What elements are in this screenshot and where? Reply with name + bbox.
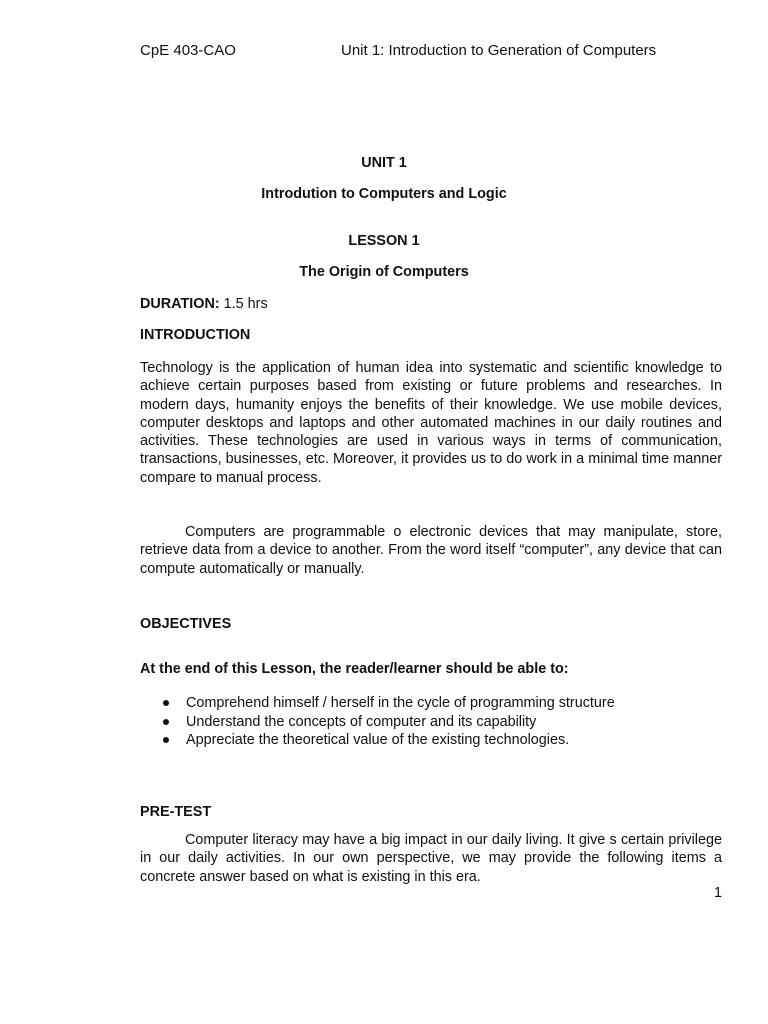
bullet-icon <box>163 737 169 743</box>
duration-label: DURATION: <box>140 296 220 312</box>
introduction-paragraph-1: Technology is the application of human idea into systematic and scientific knowledge to achieve certain purposes based from existing or future problems and researches. In modern days, humanity enjoys the benefits of their knowledge. We use mobile devices, computer desktops and laptops and other automated machines in our daily routines and activities. These technologies are used in various ways in terms of communication, transactions, businesses, etc. Moreover, it provides us to do work in a minimal time manner compare to manual process. <box>140 360 722 486</box>
header-unit-title: Unit 1: Introduction to Generation of Computers <box>341 42 657 59</box>
introduction-paragraph-2: Computers are programmable o electronic devices that may manipulate, store, retrieve data from a device to another. From the word itself “computer”, any device that can compute automatically or manually. <box>140 524 722 577</box>
objectives-lead: At the end of this Lesson, the reader/learner should be able to: <box>140 661 569 677</box>
duration-value: 1.5 hrs <box>223 296 268 312</box>
pretest-heading: PRE-TEST <box>140 804 212 820</box>
objective-text: Understand the concepts of computer and its capability <box>186 713 537 730</box>
page-number: 1 <box>713 885 722 901</box>
lesson-title: The Origin of Computers <box>299 264 469 280</box>
list-item <box>163 731 723 750</box>
introduction-heading: INTRODUCTION <box>140 327 251 343</box>
objective-text: Comprehend himself / herself in the cycle of programming structure <box>186 695 615 711</box>
list-item <box>163 694 723 713</box>
pretest-paragraph: Computer literacy may have a big impact in our daily living. It give s certain privilege in our daily activities. In our own perspective, we may provide the following items a concrete answer based on what is existing in this era. <box>140 832 722 885</box>
objectives-list <box>163 694 723 750</box>
list-item <box>163 713 723 732</box>
objective-text: Appreciate the theoretical value of the existing technologies. <box>186 732 570 748</box>
bullet-icon <box>163 719 169 725</box>
unit-title: Introdution to Computers and Logic <box>261 186 507 202</box>
bullet-icon <box>163 700 169 706</box>
duration-line <box>140 296 268 312</box>
objectives-heading: OBJECTIVES <box>140 616 232 632</box>
header-course-code: CpE 403-CAO <box>140 42 236 59</box>
lesson-label: LESSON 1 <box>348 233 420 249</box>
unit-label: UNIT 1 <box>361 155 407 171</box>
